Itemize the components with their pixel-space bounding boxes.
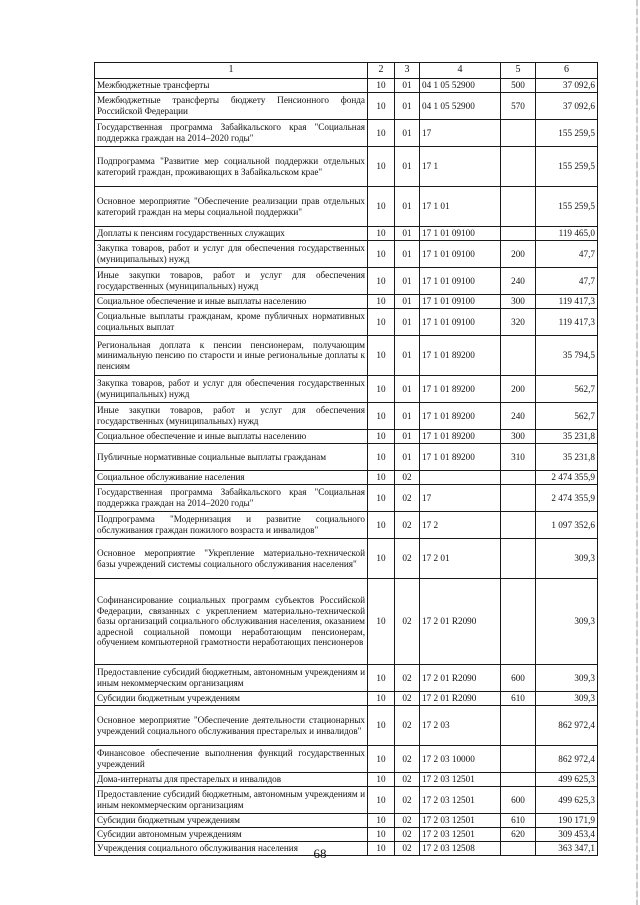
cell-subsection: 01 (395, 444, 420, 471)
cell-target-article: 17 2 03 10000 (420, 746, 501, 773)
cell-amount: 190 171,9 (536, 814, 598, 828)
cell-subsection: 01 (395, 93, 420, 120)
cell-subsection: 02 (395, 828, 420, 842)
cell-expense-type: 500 (501, 79, 536, 93)
cell-target-article: 17 1 01 09100 (420, 295, 501, 309)
cell-name: Закупка товаров, работ и услуг для обеспечения государственных (муниципальных) нужд (95, 241, 368, 268)
cell-name: Софинансирование социальных программ субъектов Российской Федерации, связанных с укреплением материально-технической базы организаций социального обслуживания населения, оказанием адресной социальной помощи неработающим пенсионерам, обучением компьютерной грамотности неработающих пенсионеров (95, 579, 368, 665)
table-row (95, 665, 598, 692)
cell-subsection: 02 (395, 539, 420, 579)
cell-amount: 309,3 (536, 539, 598, 579)
cell-target-article: 17 2 01 R2090 (420, 579, 501, 665)
cell-amount: 309,3 (536, 579, 598, 665)
cell-name: Основное мероприятие "Обеспечение реализации прав отдельных категорий граждан на меры социальной поддержки" (95, 187, 368, 227)
cell-subsection: 01 (395, 430, 420, 444)
table-header-row (95, 63, 598, 79)
cell-expense-type (501, 773, 536, 787)
cell-section: 10 (368, 787, 395, 814)
cell-expense-type (501, 539, 536, 579)
cell-amount: 47,7 (536, 241, 598, 268)
cell-name: Государственная программа Забайкальского края "Социальная поддержка граждан на 2014–2020 годы" (95, 120, 368, 147)
table-row (95, 512, 598, 539)
cell-target-article (420, 471, 501, 485)
cell-name: Субсидии автономным учреждениям (95, 828, 368, 842)
cell-subsection: 01 (395, 295, 420, 309)
cell-name: Подпрограмма "Развитие мер социальной поддержки отдельных категорий граждан, проживающих в Забайкальском крае" (95, 147, 368, 187)
table-row (95, 147, 598, 187)
cell-amount: 119 465,0 (536, 227, 598, 241)
cell-name: Дома-интернаты для престарелых и инвалидов (95, 773, 368, 787)
cell-target-article: 04 1 05 52900 (420, 93, 501, 120)
table-row (95, 430, 598, 444)
table-row (95, 692, 598, 706)
cell-section: 10 (368, 539, 395, 579)
table-row (95, 93, 598, 120)
cell-section: 10 (368, 241, 395, 268)
cell-name: Социальное обеспечение и иные выплаты населению (95, 430, 368, 444)
cell-name: Предоставление субсидий бюджетным, автономным учреждениям и иным некоммерческим организациям (95, 787, 368, 814)
cell-target-article: 04 1 05 52900 (420, 79, 501, 93)
cell-section: 10 (368, 842, 395, 856)
cell-section: 10 (368, 485, 395, 512)
cell-subsection: 01 (395, 227, 420, 241)
table-row (95, 268, 598, 295)
budget-table (94, 62, 598, 856)
cell-amount: 363 347,1 (536, 842, 598, 856)
cell-name: Государственная программа Забайкальского края "Социальная поддержка граждан на 2014–2020 годы" (95, 485, 368, 512)
cell-expense-type: 200 (501, 241, 536, 268)
table-row (95, 539, 598, 579)
cell-name: Доплаты к пенсиям государственных служащих (95, 227, 368, 241)
cell-name: Межбюджетные трансферты (95, 79, 368, 93)
cell-subsection: 01 (395, 403, 420, 430)
cell-section: 10 (368, 376, 395, 403)
cell-amount: 155 259,5 (536, 120, 598, 147)
cell-subsection: 02 (395, 485, 420, 512)
cell-amount: 1 097 352,6 (536, 512, 598, 539)
cell-subsection: 02 (395, 773, 420, 787)
cell-expense-type: 320 (501, 309, 536, 336)
cell-expense-type (501, 512, 536, 539)
cell-expense-type (501, 336, 536, 376)
cell-expense-type (501, 187, 536, 227)
cell-target-article: 17 1 (420, 147, 501, 187)
cell-target-article: 17 1 01 09100 (420, 241, 501, 268)
cell-subsection: 02 (395, 512, 420, 539)
cell-section: 10 (368, 746, 395, 773)
cell-name: Учреждения социального обслуживания населения (95, 842, 368, 856)
header-cell-target-article: 4 (420, 63, 501, 79)
cell-section: 10 (368, 187, 395, 227)
cell-expense-type: 240 (501, 403, 536, 430)
cell-section: 10 (368, 512, 395, 539)
table-row (95, 579, 598, 665)
table-row (95, 309, 598, 336)
cell-amount: 35 231,8 (536, 444, 598, 471)
cell-amount: 499 625,3 (536, 787, 598, 814)
cell-amount: 499 625,3 (536, 773, 598, 787)
cell-amount: 119 417,3 (536, 295, 598, 309)
cell-subsection: 01 (395, 187, 420, 227)
cell-subsection: 01 (395, 268, 420, 295)
cell-subsection: 02 (395, 842, 420, 856)
cell-subsection: 02 (395, 692, 420, 706)
cell-target-article: 17 2 03 12501 (420, 787, 501, 814)
cell-expense-type: 200 (501, 376, 536, 403)
cell-target-article: 17 1 01 89200 (420, 403, 501, 430)
cell-subsection: 02 (395, 746, 420, 773)
cell-name: Основное мероприятие "Укрепление материально-технической базы учреждений системы социального обслуживания населения" (95, 539, 368, 579)
cell-expense-type (501, 120, 536, 147)
cell-name: Подпрограмма "Модернизация и развитие социального обслуживания граждан пожилого возраста и инвалидов" (95, 512, 368, 539)
cell-subsection: 02 (395, 814, 420, 828)
cell-name: Публичные нормативные социальные выплаты гражданам (95, 444, 368, 471)
cell-subsection: 02 (395, 579, 420, 665)
table-row (95, 485, 598, 512)
cell-subsection: 01 (395, 376, 420, 403)
cell-name: Субсидии бюджетным учреждениям (95, 814, 368, 828)
cell-target-article: 17 1 01 09100 (420, 309, 501, 336)
cell-amount: 35 231,8 (536, 430, 598, 444)
cell-name: Региональная доплата к пенсии пенсионерам, получающим минимальную пенсию по старости и иные региональные доплаты к пенсиям (95, 336, 368, 376)
cell-name: Иные закупки товаров, работ и услуг для обеспечения государственных (муниципальных) нужд (95, 403, 368, 430)
table-row (95, 773, 598, 787)
cell-amount: 309,3 (536, 665, 598, 692)
cell-expense-type: 310 (501, 444, 536, 471)
cell-subsection: 02 (395, 787, 420, 814)
cell-name: Финансовое обеспечение выполнения функций государственных учреждений (95, 746, 368, 773)
cell-target-article: 17 2 01 R2090 (420, 665, 501, 692)
cell-subsection: 01 (395, 309, 420, 336)
cell-amount: 37 092,6 (536, 93, 598, 120)
cell-expense-type (501, 706, 536, 746)
cell-expense-type (501, 579, 536, 665)
cell-section: 10 (368, 403, 395, 430)
cell-expense-type: 300 (501, 295, 536, 309)
cell-expense-type: 600 (501, 665, 536, 692)
cell-expense-type (501, 471, 536, 485)
cell-section: 10 (368, 295, 395, 309)
header-cell-name: 1 (95, 63, 368, 79)
cell-target-article: 17 1 01 89200 (420, 336, 501, 376)
cell-expense-type (501, 147, 536, 187)
cell-target-article: 17 2 01 R2090 (420, 692, 501, 706)
cell-expense-type (501, 746, 536, 773)
table-row (95, 241, 598, 268)
table-row (95, 227, 598, 241)
table-row (95, 376, 598, 403)
cell-section: 10 (368, 120, 395, 147)
cell-subsection: 01 (395, 241, 420, 268)
cell-target-article: 17 2 03 12508 (420, 842, 501, 856)
cell-name: Социальное обеспечение и иные выплаты населению (95, 295, 368, 309)
table-row (95, 444, 598, 471)
cell-name: Предоставление субсидий бюджетным, автономным учреждениям и иным некоммерческим организациям (95, 665, 368, 692)
cell-amount: 862 972,4 (536, 746, 598, 773)
cell-target-article: 17 2 03 12501 (420, 814, 501, 828)
table-row (95, 336, 598, 376)
cell-expense-type: 610 (501, 692, 536, 706)
cell-target-article: 17 1 01 (420, 187, 501, 227)
cell-expense-type: 570 (501, 93, 536, 120)
cell-section: 10 (368, 93, 395, 120)
cell-section: 10 (368, 147, 395, 187)
table-row (95, 471, 598, 485)
cell-amount: 37 092,6 (536, 79, 598, 93)
cell-amount: 2 474 355,9 (536, 471, 598, 485)
header-cell-section: 2 (368, 63, 395, 79)
cell-section: 10 (368, 828, 395, 842)
cell-section: 10 (368, 336, 395, 376)
cell-target-article: 17 (420, 120, 501, 147)
cell-section: 10 (368, 706, 395, 746)
cell-name: Основное мероприятие "Обеспечение деятельности стационарных учреждений социального обслуживания престарелых и инвалидов" (95, 706, 368, 746)
cell-section: 10 (368, 665, 395, 692)
header-cell-expense-type: 5 (501, 63, 536, 79)
cell-amount: 155 259,5 (536, 147, 598, 187)
cell-section: 10 (368, 814, 395, 828)
cell-target-article: 17 1 01 09100 (420, 227, 501, 241)
budget-table-body (95, 63, 598, 856)
cell-expense-type (501, 485, 536, 512)
cell-name: Социальные выплаты гражданам, кроме публичных нормативных социальных выплат (95, 309, 368, 336)
cell-target-article: 17 2 01 (420, 539, 501, 579)
cell-amount: 35 794,5 (536, 336, 598, 376)
table-row (95, 295, 598, 309)
cell-amount: 155 259,5 (536, 187, 598, 227)
cell-section: 10 (368, 79, 395, 93)
cell-target-article: 17 1 01 89200 (420, 444, 501, 471)
cell-amount: 862 972,4 (536, 706, 598, 746)
cell-subsection: 02 (395, 665, 420, 692)
header-cell-amount: 6 (536, 63, 598, 79)
table-row (95, 828, 598, 842)
cell-amount: 562,7 (536, 376, 598, 403)
cell-section: 10 (368, 227, 395, 241)
page-number: 68 (313, 846, 327, 861)
table-row (95, 787, 598, 814)
cell-expense-type: 620 (501, 828, 536, 842)
cell-target-article: 17 (420, 485, 501, 512)
cell-name: Иные закупки товаров, работ и услуг для обеспечения государственных (муниципальных) нужд (95, 268, 368, 295)
cell-target-article: 17 1 01 09100 (420, 268, 501, 295)
cell-amount: 309,3 (536, 692, 598, 706)
header-cell-subsection: 3 (395, 63, 420, 79)
cell-expense-type: 240 (501, 268, 536, 295)
table-row (95, 706, 598, 746)
cell-amount: 119 417,3 (536, 309, 598, 336)
cell-section: 10 (368, 309, 395, 336)
cell-subsection: 01 (395, 336, 420, 376)
cell-subsection: 01 (395, 147, 420, 187)
cell-name: Закупка товаров, работ и услуг для обеспечения государственных (муниципальных) нужд (95, 376, 368, 403)
cell-section: 10 (368, 692, 395, 706)
table-row (95, 814, 598, 828)
table-row (95, 746, 598, 773)
cell-target-article: 17 2 03 12501 (420, 773, 501, 787)
table-row (95, 120, 598, 147)
cell-target-article: 17 2 03 (420, 706, 501, 746)
cell-subsection: 02 (395, 471, 420, 485)
cell-amount: 309 453,4 (536, 828, 598, 842)
cell-target-article: 17 1 01 89200 (420, 430, 501, 444)
cell-target-article: 17 1 01 89200 (420, 376, 501, 403)
cell-target-article: 17 2 (420, 512, 501, 539)
table-row (95, 403, 598, 430)
cell-expense-type (501, 227, 536, 241)
cell-name: Субсидии бюджетным учреждениям (95, 692, 368, 706)
cell-name: Социальное обслуживание населения (95, 471, 368, 485)
table-row (95, 187, 598, 227)
cell-section: 10 (368, 471, 395, 485)
cell-subsection: 01 (395, 120, 420, 147)
cell-section: 10 (368, 444, 395, 471)
cell-expense-type: 300 (501, 430, 536, 444)
cell-section: 10 (368, 773, 395, 787)
cell-target-article: 17 2 03 12501 (420, 828, 501, 842)
table-row (95, 79, 598, 93)
cell-section: 10 (368, 430, 395, 444)
cell-name: Межбюджетные трансферты бюджету Пенсионного фонда Российской Федерации (95, 93, 368, 120)
scan-edge (636, 0, 638, 905)
cell-expense-type: 600 (501, 787, 536, 814)
cell-section: 10 (368, 579, 395, 665)
cell-subsection: 01 (395, 79, 420, 93)
cell-subsection: 02 (395, 706, 420, 746)
cell-amount: 47,7 (536, 268, 598, 295)
cell-amount: 562,7 (536, 403, 598, 430)
cell-amount: 2 474 355,9 (536, 485, 598, 512)
cell-section: 10 (368, 268, 395, 295)
cell-expense-type: 610 (501, 814, 536, 828)
